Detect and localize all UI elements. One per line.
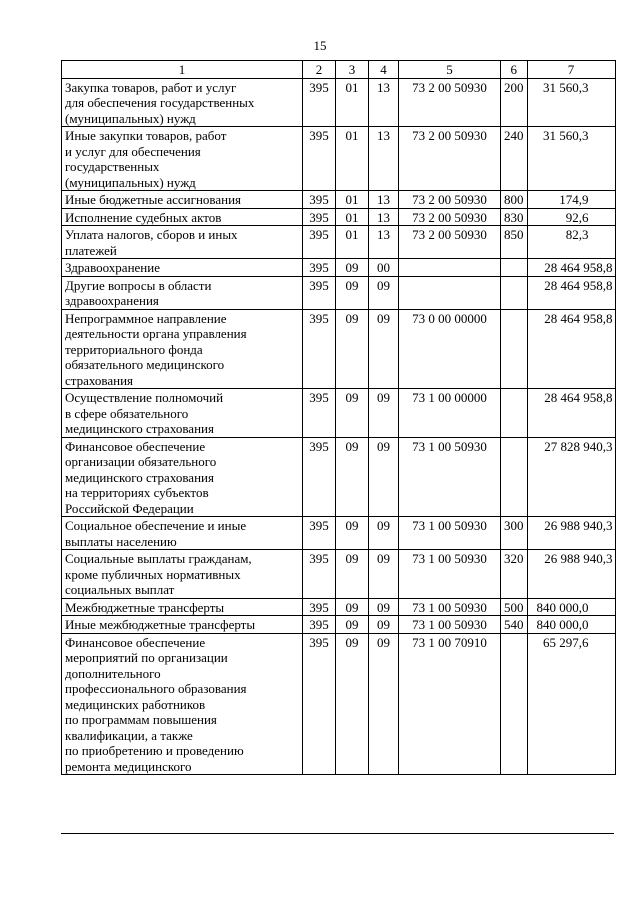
subsection-code: 09 — [369, 389, 399, 438]
target-article-code: 73 1 00 50930 — [399, 616, 501, 634]
column-number: 2 — [303, 61, 336, 79]
amount: 27 828 940,3 — [527, 437, 615, 517]
amount: 31 560,3 — [527, 127, 615, 191]
column-number-row — [62, 61, 616, 79]
target-article-code: 73 2 00 50930 — [399, 78, 501, 127]
column-number: 7 — [527, 61, 615, 79]
target-article-code: 73 1 00 00000 — [399, 389, 501, 438]
budget-allocation-table — [61, 60, 616, 775]
ministry-code: 395 — [303, 550, 336, 599]
expense-type-code: 850 — [501, 226, 528, 259]
row-name: Финансовое обеспечение организации обязательного медицинского страхования на территориях субъектов Российской Федерации — [62, 437, 303, 517]
target-article-code: 73 1 00 70910 — [399, 633, 501, 775]
amount: 92,6 — [527, 208, 615, 226]
subsection-code: 00 — [369, 259, 399, 277]
row-name: Непрограммное направление деятельности органа управления территориального фонда обязательного медицинского страхования — [62, 309, 303, 389]
subsection-code: 13 — [369, 208, 399, 226]
amount: 31 560,3 — [527, 78, 615, 127]
row-name: Межбюджетные трансферты — [62, 598, 303, 616]
table-row — [62, 191, 616, 209]
column-number: 4 — [369, 61, 399, 79]
amount: 82,3 — [527, 226, 615, 259]
ministry-code: 395 — [303, 598, 336, 616]
target-article-code: 73 2 00 50930 — [399, 127, 501, 191]
amount: 28 464 958,8 — [527, 389, 615, 438]
table-row — [62, 598, 616, 616]
row-name: Социальные выплаты гражданам, кроме публичных нормативных социальных выплат — [62, 550, 303, 599]
ministry-code: 395 — [303, 78, 336, 127]
column-number: 5 — [399, 61, 501, 79]
amount: 174,9 — [527, 191, 615, 209]
expense-type-code — [501, 437, 528, 517]
table-row — [62, 226, 616, 259]
row-name: Иные закупки товаров, работ и услуг для обеспечения государственных (муниципальных) нужд — [62, 127, 303, 191]
table-row — [62, 633, 616, 775]
target-article-code: 73 1 00 50930 — [399, 550, 501, 599]
expense-type-code — [501, 276, 528, 309]
section-code: 01 — [336, 191, 369, 209]
table-row — [62, 389, 616, 438]
page-number: 15 — [313, 38, 327, 53]
expense-type-code — [501, 309, 528, 389]
subsection-code: 13 — [369, 226, 399, 259]
subsection-code: 09 — [369, 633, 399, 775]
row-name: Здравоохранение — [62, 259, 303, 277]
table-row — [62, 276, 616, 309]
column-number: 6 — [501, 61, 528, 79]
subsection-code: 13 — [369, 191, 399, 209]
ministry-code: 395 — [303, 259, 336, 277]
column-number: 3 — [336, 61, 369, 79]
row-name: Уплата налогов, сборов и иных платежей — [62, 226, 303, 259]
amount: 840 000,0 — [527, 616, 615, 634]
expense-type-code: 320 — [501, 550, 528, 599]
target-article-code: 73 2 00 50930 — [399, 208, 501, 226]
section-code: 09 — [336, 276, 369, 309]
row-name: Финансовое обеспечение мероприятий по организации дополнительного профессионального образования медицинских работников по программам повышения квалификации, а также по приобретению и проведению ремонта медицинского — [62, 633, 303, 775]
subsection-code: 13 — [369, 78, 399, 127]
table-row — [62, 616, 616, 634]
target-article-code: 73 2 00 50930 — [399, 226, 501, 259]
table-row — [62, 208, 616, 226]
row-name: Исполнение судебных актов — [62, 208, 303, 226]
target-article-code: 73 0 00 00000 — [399, 309, 501, 389]
subsection-code: 09 — [369, 309, 399, 389]
ministry-code: 395 — [303, 389, 336, 438]
amount: 28 464 958,8 — [527, 276, 615, 309]
section-code: 09 — [336, 550, 369, 599]
section-code: 09 — [336, 517, 369, 550]
section-code: 09 — [336, 259, 369, 277]
expense-type-code: 200 — [501, 78, 528, 127]
subsection-code: 09 — [369, 517, 399, 550]
row-name: Социальное обеспечение и иные выплаты населению — [62, 517, 303, 550]
target-article-code — [399, 276, 501, 309]
column-number: 1 — [62, 61, 303, 79]
target-article-code: 73 1 00 50930 — [399, 517, 501, 550]
table-row — [62, 437, 616, 517]
row-name: Иные межбюджетные трансферты — [62, 616, 303, 634]
section-code: 09 — [336, 437, 369, 517]
ministry-code: 395 — [303, 208, 336, 226]
section-code: 01 — [336, 208, 369, 226]
target-article-code — [399, 259, 501, 277]
table-row — [62, 78, 616, 127]
ministry-code: 395 — [303, 309, 336, 389]
row-name: Осуществление полномочий в сфере обязательного медицинского страхования — [62, 389, 303, 438]
amount: 26 988 940,3 — [527, 517, 615, 550]
subsection-code: 09 — [369, 550, 399, 599]
table-bottom-border — [61, 833, 614, 834]
ministry-code: 395 — [303, 437, 336, 517]
expense-type-code — [501, 259, 528, 277]
subsection-code: 13 — [369, 127, 399, 191]
ministry-code: 395 — [303, 127, 336, 191]
expense-type-code — [501, 633, 528, 775]
section-code: 09 — [336, 309, 369, 389]
row-name: Иные бюджетные ассигнования — [62, 191, 303, 209]
expense-type-code: 300 — [501, 517, 528, 550]
subsection-code: 09 — [369, 276, 399, 309]
table-row — [62, 127, 616, 191]
amount: 65 297,6 — [527, 633, 615, 775]
ministry-code: 395 — [303, 517, 336, 550]
ministry-code: 395 — [303, 191, 336, 209]
table-row — [62, 309, 616, 389]
expense-type-code — [501, 389, 528, 438]
expense-type-code: 500 — [501, 598, 528, 616]
table-row — [62, 550, 616, 599]
expense-type-code: 540 — [501, 616, 528, 634]
ministry-code: 395 — [303, 633, 336, 775]
target-article-code: 73 2 00 50930 — [399, 191, 501, 209]
amount: 28 464 958,8 — [527, 259, 615, 277]
subsection-code: 09 — [369, 616, 399, 634]
ministry-code: 395 — [303, 276, 336, 309]
expense-type-code: 240 — [501, 127, 528, 191]
subsection-code: 09 — [369, 598, 399, 616]
section-code: 09 — [336, 633, 369, 775]
amount: 28 464 958,8 — [527, 309, 615, 389]
table-row — [62, 517, 616, 550]
section-code: 01 — [336, 127, 369, 191]
section-code: 09 — [336, 616, 369, 634]
section-code: 09 — [336, 389, 369, 438]
table-row — [62, 259, 616, 277]
row-name: Другие вопросы в области здравоохранения — [62, 276, 303, 309]
ministry-code: 395 — [303, 226, 336, 259]
amount: 840 000,0 — [527, 598, 615, 616]
section-code: 09 — [336, 598, 369, 616]
expense-type-code: 830 — [501, 208, 528, 226]
section-code: 01 — [336, 78, 369, 127]
expense-type-code: 800 — [501, 191, 528, 209]
row-name: Закупка товаров, работ и услуг для обеспечения государственных (муниципальных) нужд — [62, 78, 303, 127]
subsection-code: 09 — [369, 437, 399, 517]
target-article-code: 73 1 00 50930 — [399, 437, 501, 517]
ministry-code: 395 — [303, 616, 336, 634]
target-article-code: 73 1 00 50930 — [399, 598, 501, 616]
amount: 26 988 940,3 — [527, 550, 615, 599]
section-code: 01 — [336, 226, 369, 259]
